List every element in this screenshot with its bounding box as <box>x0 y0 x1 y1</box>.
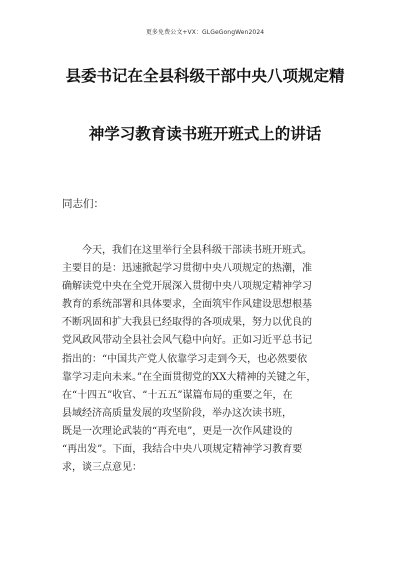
body-line: “再出发”。下面，我结合中央八项规定精神学习教育要 <box>62 444 303 456</box>
document-title-line-2: 神学习教育读书班开班式上的讲话 <box>88 124 322 143</box>
body-line: 教育的系统部署和具体要求，全面筑牢作风建设思想根基 <box>62 299 312 311</box>
body-line: 靠学习走向未来。”在全面贯彻党的XX大精神的关键之年， <box>62 371 317 383</box>
body-line: 今天，我们在这里举行全县科级干部读书班开班式。 <box>62 245 312 256</box>
body-line: 不断巩固和扩大我县已经取得的各项成果，努力以优良的 <box>62 317 312 329</box>
document-title-line-1: 县委书记在全县科级干部中央八项规定精 <box>65 66 345 85</box>
header-note: 更多免费公文+VX：GLGeGongWen2024 <box>145 29 265 36</box>
speech-body <box>62 242 352 477</box>
body-line: 指出的：“中国共产党人依靠学习走到今天，也必然要依 <box>62 353 308 365</box>
body-line: 在“十四五”收官、“十五五”谋篇布局的重要之年，在 <box>62 389 293 401</box>
body-line: 县域经济高质量发展的攻坚阶段，举办这次读书班， <box>62 407 292 419</box>
salutation: 同志们： <box>62 198 104 210</box>
body-line: 求，谈三点意见： <box>62 462 142 474</box>
body-line: 确解读党中央在全党开展深入贯彻中央八项规定精神学习 <box>62 281 312 293</box>
body-line: 既是一次理论武装的“再充电”，更是一次作风建设的 <box>62 425 293 437</box>
body-line: 党风政风带动全县社会风气稳中向好。正如习近平总书记 <box>62 335 312 347</box>
body-line: 主要目的是：迅速掀起学习贯彻中央八项规定的热潮，准 <box>62 263 312 275</box>
